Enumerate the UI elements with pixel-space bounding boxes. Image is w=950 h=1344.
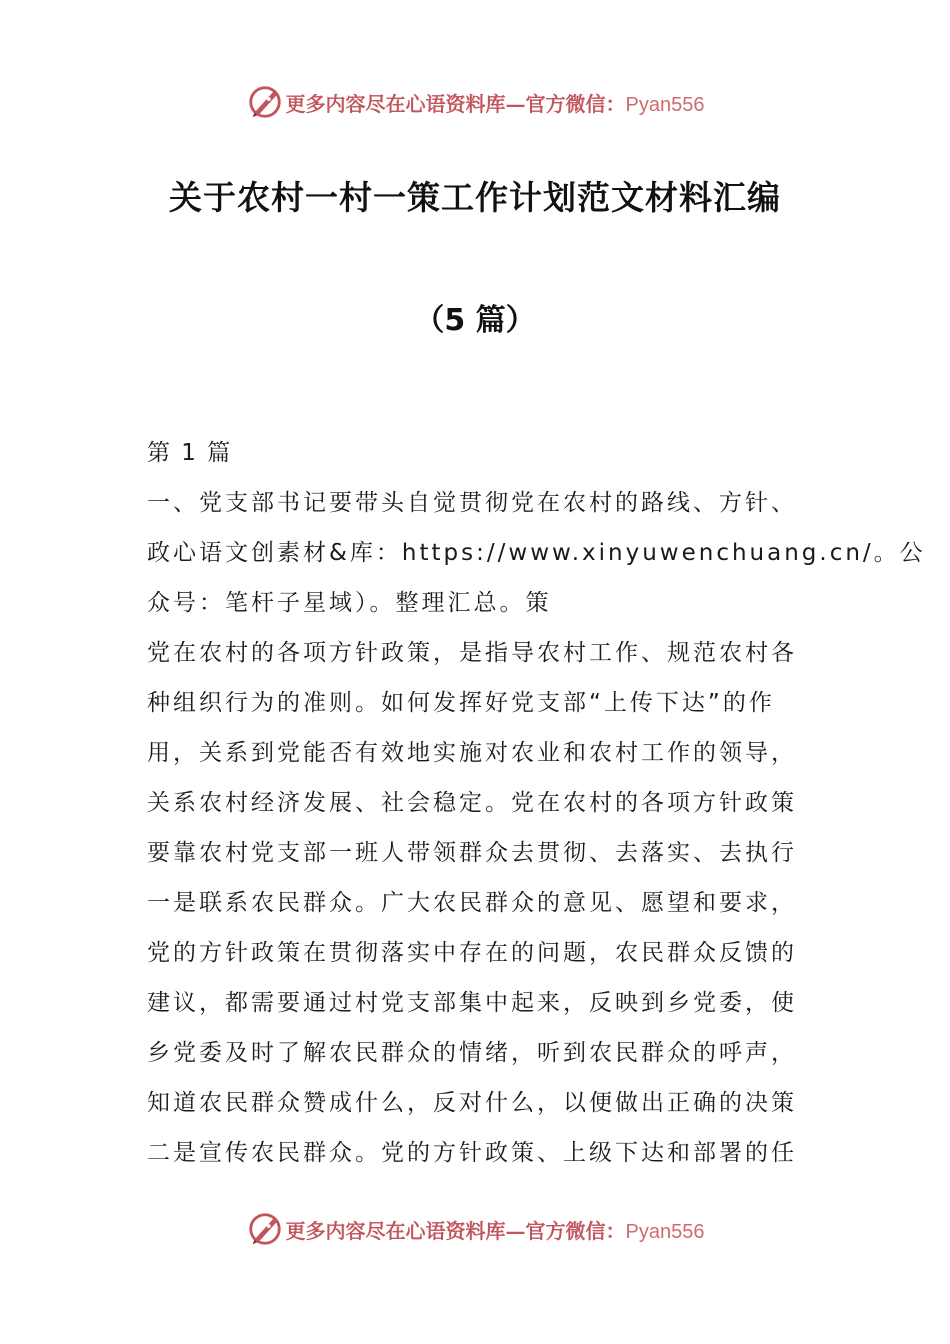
body-line: 种组织行为的准则。如何发挥好党支部“上传下达”的作	[147, 690, 775, 716]
body-line: 建议，都需要通过村党支部集中起来，反映到乡党委，使	[147, 990, 797, 1016]
footer-watermark-banner	[0, 1207, 950, 1251]
body-line: 关系农村经济发展、社会稳定。党在农村的各项方针政策	[147, 790, 797, 816]
body-line: 乡党委及时了解农民群众的情绪，听到农民群众的呼声，	[147, 1040, 797, 1066]
body-line: 党的方针政策在贯彻落实中存在的问题，农民群众反馈的	[147, 940, 797, 966]
document-body	[147, 428, 926, 1178]
wechat-id: Pyan556	[625, 1220, 705, 1243]
wechat-id: Pyan556	[625, 93, 705, 116]
body-line: 二是宣传农民群众。党的方针政策、上级下达和部署的任	[147, 1140, 797, 1166]
body-line: 一、党支部书记要带头自觉贯彻党在农村的路线、方针、	[147, 490, 797, 516]
body-line: 一是联系农民群众。广大农民群众的意见、愿望和要求，	[147, 890, 797, 916]
body-line: 政心语文创素材&库：https://www.xinyuwenchuang.cn/。公	[147, 540, 926, 566]
body-line: 党在农村的各项方针政策，是指导农村工作、规范农村各	[147, 640, 797, 666]
body-line: 要靠农村党支部一班人带领群众去贯彻、去落实、去执行	[147, 840, 797, 866]
section-heading: 第 1 篇	[147, 440, 233, 466]
document-title: 关于农村一村一策工作计划范文材料汇编	[169, 178, 781, 217]
body-line: 知道农民群众赞成什么，反对什么，以便做出正确的决策	[147, 1090, 797, 1116]
watermark-text: 更多内容尽在心语资料库—官方微信：Pyan556	[285, 1218, 705, 1243]
document-subtitle: （5 篇）	[414, 303, 536, 338]
body-line: 用，关系到党能否有效地实施对农业和农村工作的领导，	[147, 740, 797, 766]
pen-in-circle-icon	[246, 1210, 284, 1248]
body-line: 众号：笔杆子星域）。整理汇总。策	[147, 590, 552, 616]
pen-in-circle-icon	[246, 83, 284, 121]
header-watermark-banner	[0, 80, 950, 124]
watermark-text: 更多内容尽在心语资料库—官方微信：Pyan556	[285, 91, 705, 116]
